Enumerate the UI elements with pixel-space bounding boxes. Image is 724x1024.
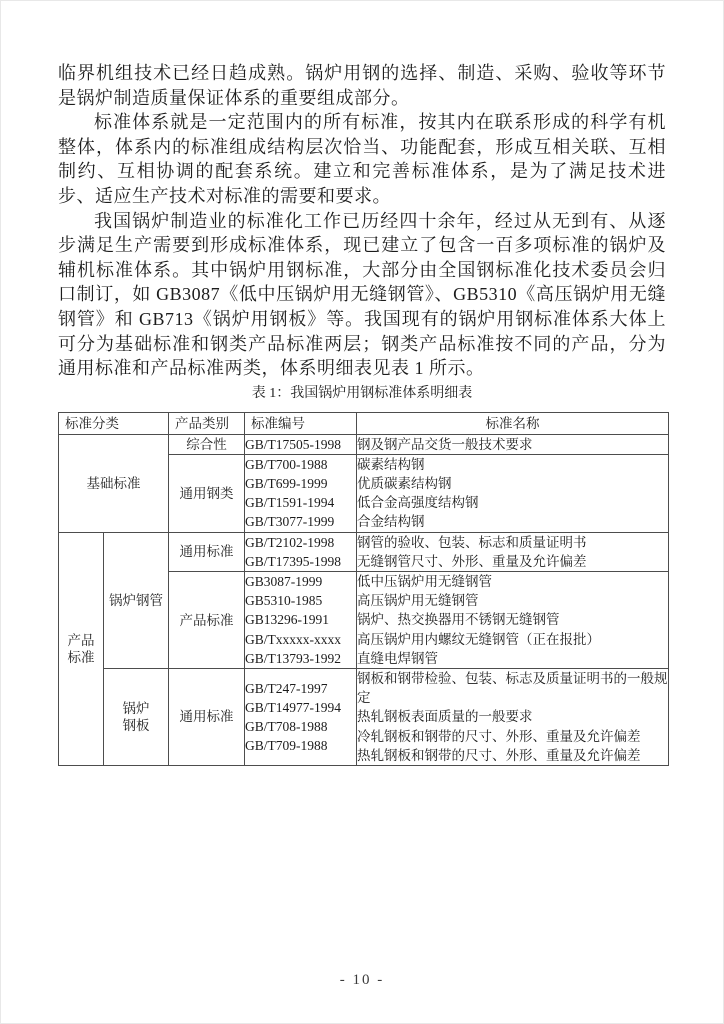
cell-boiler-plate: [104, 668, 169, 765]
cell-boiler-pipe: 锅炉钢管: [104, 532, 169, 668]
cell-category: 通用钢类: [169, 454, 245, 532]
standard-name: 碳素结构钢: [357, 456, 425, 472]
standard-name: 钢管的验收、包装、标志和质量证明书: [357, 534, 587, 550]
table-header-row: [59, 412, 669, 434]
standard-name: 热轧钢板表面质量的一般要求: [357, 709, 533, 725]
header-standard-name: 标准名称: [357, 412, 669, 434]
cell-codes: [245, 434, 357, 454]
cell-codes: [245, 668, 357, 765]
cell-category: 产品标准: [169, 572, 245, 669]
cell-category: 通用标准: [169, 532, 245, 571]
label-line: 产品: [67, 632, 95, 648]
standard-name: 高压锅炉用内螺纹无缝钢管（正在报批）: [357, 631, 600, 647]
standard-name: 无缝钢管尺寸、外形、重量及允许偏差: [357, 553, 587, 569]
standard-code: GB/T13793-1992: [245, 650, 341, 666]
standard-name: 合金结构钢: [357, 514, 425, 530]
header-product-type: 产品类别: [169, 412, 245, 434]
paragraph-continuation: 临界机组技术已经日趋成熟。锅炉用钢的选择、制造、采购、验收等环节是锅炉制造质量保证体系的重要组成部分。: [58, 63, 666, 108]
standard-code: GB/T17395-1998: [245, 553, 341, 569]
standard-name: 优质碳素结构钢: [357, 476, 452, 492]
paragraph-standard-system: 标准体系就是一定范围内的所有标准，按其内在联系形成的科学有机整体，体系内的标准组成结构层次恰当、功能配套，形成互相关联、互相制约、互相协调的配套系统。建立和完善标准体系，是为了满足技术进步、适应生产技术对标准的需要和要求。: [58, 112, 666, 206]
table-row: [59, 532, 669, 571]
label-line: 钢板: [122, 717, 150, 733]
page-content: [1, 1, 723, 766]
standard-code: GB/T247-1997: [245, 680, 328, 696]
paragraph-standardization-history: 我国锅炉制造业的标准化工作已历经四十余年，经过从无到有、从逐步满足生产需要到形成标准体系，现已建立了包含一百多项标准的锅炉及辅机标准体系。其中锅炉用钢标准，大部分由全国钢标准化技术委员会归口制订，如 GB3087《低中压锅炉用无缝钢管》、GB5310《高压锅炉用无缝钢管》和 GB713《锅炉用钢板》等。我国现有的锅炉用钢标准体系大体上可分为基础标准和钢类产品标准两层；钢类产品标准按不同的产品，分为通用标准和产品标准两类，体系明细表见表 1 所示。: [58, 210, 666, 379]
cell-codes: [245, 572, 357, 669]
standard-name: 低合金高强度结构钢: [357, 495, 479, 511]
header-standard-code: 标准编号: [245, 412, 357, 434]
standard-code: GB3087-1999: [245, 574, 323, 590]
cell-category: 综合性: [169, 434, 245, 454]
label-line: 标准: [67, 649, 95, 665]
standard-code: GB/T1591-1994: [245, 495, 335, 511]
cell-names: [357, 454, 669, 532]
cell-product-standards: [59, 532, 104, 765]
standard-code: GB/T17505-1998: [245, 436, 341, 452]
standard-code: GB/T700-1988: [245, 456, 328, 472]
cell-names: [357, 434, 669, 454]
standard-code: GB13296-1991: [245, 612, 329, 628]
standard-code: GB5310-1985: [245, 593, 323, 609]
cell-codes: [245, 532, 357, 571]
standard-code: GB/T2102-1998: [245, 534, 335, 550]
standards-table: [58, 412, 669, 766]
standard-name: 直缝电焊钢管: [357, 650, 438, 666]
standard-name: 高压锅炉用无缝钢管: [357, 593, 479, 609]
table-caption: 表 1：我国锅炉用钢标准体系明细表: [251, 385, 473, 401]
standard-name: 锅炉、热交换器用不锈钢无缝钢管: [357, 612, 560, 628]
standard-code: GB/T14977-1994: [245, 699, 341, 715]
standard-code: GB/T699-1999: [245, 476, 328, 492]
cell-basic-standards: 基础标准: [59, 434, 169, 532]
table-row: [59, 434, 669, 454]
standard-code: GB/Txxxxx-xxxx: [245, 631, 341, 647]
cell-names: [357, 668, 669, 765]
standard-code: GB/T709-1988: [245, 738, 328, 754]
cell-names: [357, 572, 669, 669]
standard-name: 钢及钢产品交货一般技术要求: [357, 436, 533, 452]
standard-name: 定: [357, 690, 371, 706]
cell-names: [357, 532, 669, 571]
standard-name: 钢板和钢带检验、包装、标志及质量证明书的一般规: [357, 670, 668, 686]
standard-name: 冷轧钢板和钢带的尺寸、外形、重量及允许偏差: [357, 728, 641, 744]
standard-name: 低中压锅炉用无缝钢管: [357, 574, 492, 590]
standard-code: GB/T3077-1999: [245, 514, 335, 530]
cell-codes: [245, 454, 357, 532]
cell-category: 通用标准: [169, 668, 245, 765]
standard-code: GB/T708-1988: [245, 718, 328, 734]
table-row: [59, 668, 669, 765]
label-line: 锅炉: [122, 700, 150, 716]
page-number: - 10 -: [339, 972, 385, 988]
header-classification: 标准分类: [59, 412, 169, 434]
standard-name: 热轧钢板和钢带的尺寸、外形、重量及允许偏差: [357, 747, 641, 763]
